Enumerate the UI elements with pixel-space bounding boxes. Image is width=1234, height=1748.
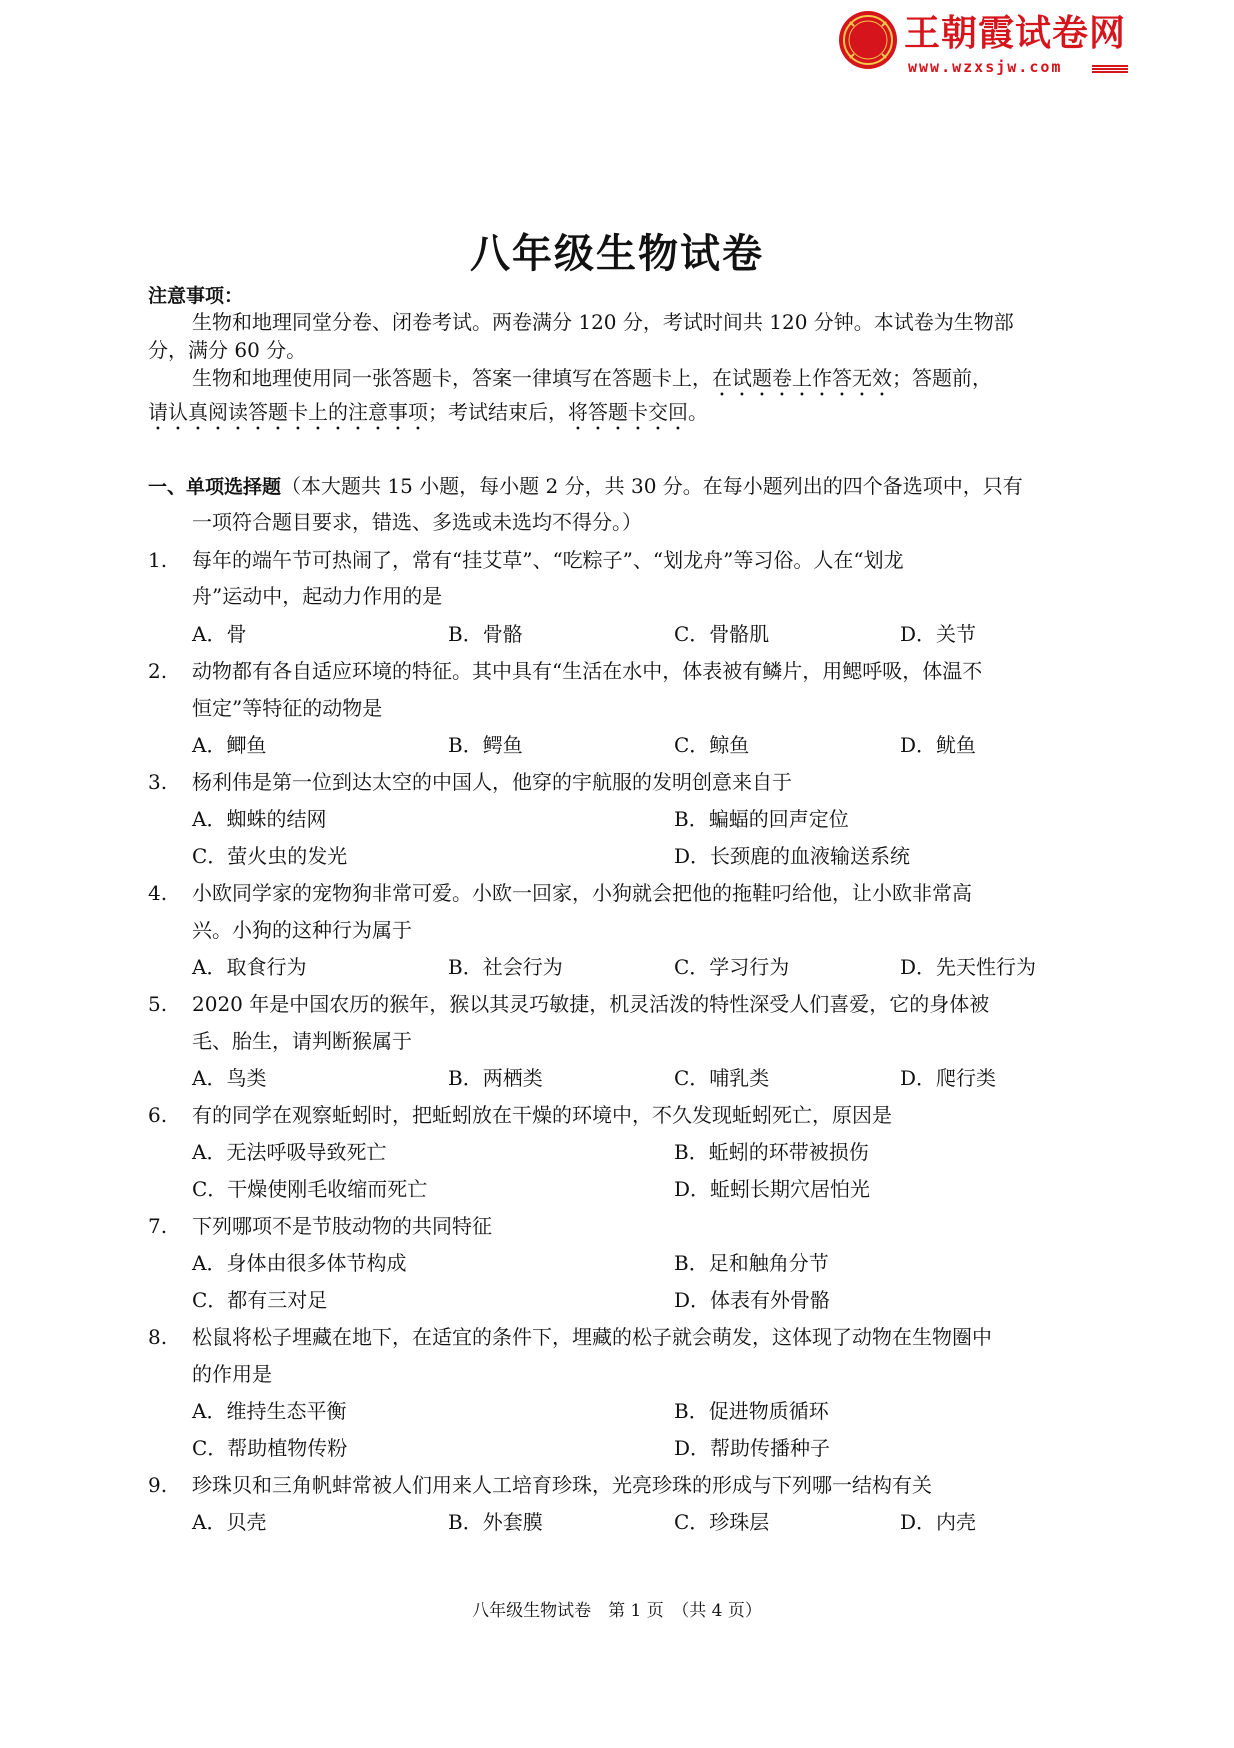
question-number: 7. bbox=[148, 1214, 168, 1238]
page-title: 八年级生物试卷 bbox=[470, 231, 764, 277]
option-c: C．帮助植物传粉 bbox=[192, 1436, 348, 1460]
option-c: C．骨骼肌 bbox=[674, 622, 770, 646]
section-heading bbox=[148, 472, 1023, 501]
option-b: B．社会行为 bbox=[448, 955, 563, 979]
option-d: D．先天性行为 bbox=[900, 955, 1037, 979]
option-c: C．珍珠层 bbox=[674, 1510, 770, 1534]
question-number: 8. bbox=[148, 1325, 168, 1349]
notice-p2-line1-a: 生物和地理使用同一张答题卡，答案一律填写在答题卡上， bbox=[192, 366, 712, 390]
section-desc-line1: （本大题共 15 小题，每小题 2 分，共 30 分。在每小题列出的四个备选项中，只有 bbox=[281, 474, 1023, 498]
question-number: 3. bbox=[148, 770, 168, 794]
option-c: C．都有三对足 bbox=[192, 1288, 328, 1312]
question-text: 杨利伟是第一位到达太空的中国人，他穿的宇航服的发明创意来自于 bbox=[192, 770, 792, 794]
notice-emphasis-1: 在试题卷上作答无效 bbox=[712, 366, 892, 390]
question-number: 1. bbox=[148, 548, 168, 572]
question-text: 的作用是 bbox=[192, 1362, 272, 1386]
notice-p2-line1 bbox=[192, 364, 992, 401]
option-c: C．萤火虫的发光 bbox=[192, 844, 348, 868]
option-b: B．两栖类 bbox=[448, 1066, 543, 1090]
question-text: 舟”运动中，起动力作用的是 bbox=[192, 584, 443, 608]
option-d: D．帮助传播种子 bbox=[674, 1436, 831, 1460]
site-logo bbox=[838, 10, 1158, 76]
option-d: D．内壳 bbox=[900, 1510, 977, 1534]
question-text: 小欧同学家的宠物狗非常可爱。小欧一回家，小狗就会把他的拖鞋叼给他，让小欧非常高 bbox=[192, 881, 972, 905]
option-b: B．鳄鱼 bbox=[448, 733, 523, 757]
option-d: D．体表有外骨骼 bbox=[674, 1288, 831, 1312]
question-text: 有的同学在观察蚯蚓时，把蚯蚓放在干燥的环境中，不久发现蚯蚓死亡，原因是 bbox=[192, 1103, 892, 1127]
question-text: 恒定”等特征的动物是 bbox=[192, 696, 383, 720]
option-a: A．鸟类 bbox=[192, 1066, 267, 1090]
option-b: B．蚯蚓的环带被损伤 bbox=[674, 1140, 869, 1164]
option-b: B．蝙蝠的回声定位 bbox=[674, 807, 849, 831]
brand-name: 王朝霞试卷网 bbox=[904, 13, 1127, 54]
option-b: B．骨骼 bbox=[448, 622, 523, 646]
notice-p1-line1: 生物和地理同堂分卷、闭卷考试。两卷满分 120 分，考试时间共 120 分钟。本试卷为生物部 bbox=[192, 310, 1014, 334]
option-c: C．鲸鱼 bbox=[674, 733, 750, 757]
question-text: 珍珠贝和三角帆蚌常被人们用来人工培育珍珠，光亮珍珠的形成与下列哪一结构有关 bbox=[192, 1473, 932, 1497]
option-d: D．长颈鹿的血液输送系统 bbox=[674, 844, 911, 868]
question-text: 下列哪项不是节肢动物的共同特征 bbox=[192, 1214, 492, 1238]
question-text: 每年的端午节可热闹了，常有“挂艾草”、“吃粽子”、“划龙舟”等习俗。人在“划龙 bbox=[192, 548, 904, 572]
notice-p2-line2-d: 。 bbox=[688, 400, 708, 424]
option-d: D．蚯蚓长期穴居怕光 bbox=[674, 1177, 871, 1201]
section-label: 一、单项选择题 bbox=[148, 476, 282, 498]
option-a: A．无法呼吸导致死亡 bbox=[192, 1140, 387, 1164]
notice-emphasis-3: 将答题卡交回 bbox=[568, 400, 688, 424]
brand-url: www.wzxsjw.com bbox=[908, 58, 1063, 76]
option-b: B．外套膜 bbox=[448, 1510, 543, 1534]
option-d: D．关节 bbox=[900, 622, 977, 646]
option-c: C．干燥使刚毛收缩而死亡 bbox=[192, 1177, 428, 1201]
option-a: A．骨 bbox=[192, 622, 247, 646]
question-number: 2. bbox=[148, 659, 168, 683]
option-a: A．蜘蛛的结网 bbox=[192, 807, 327, 831]
question-text: 兴。小狗的这种行为属于 bbox=[192, 918, 412, 942]
option-b: B．促进物质循环 bbox=[674, 1399, 829, 1423]
option-a: A．取食行为 bbox=[192, 955, 307, 979]
question-text: 毛、胎生，请判断猴属于 bbox=[192, 1029, 412, 1053]
question-number: 9. bbox=[148, 1473, 168, 1497]
seal-logo-icon bbox=[838, 10, 898, 70]
option-d: D．爬行类 bbox=[900, 1066, 997, 1090]
section-desc-line2: 一项符合题目要求，错选、多选或未选均不得分。） bbox=[192, 510, 642, 534]
notice-p2-line2-b: ；考试结束后， bbox=[428, 400, 568, 424]
notice-p1-line2: 分，满分 60 分。 bbox=[148, 338, 307, 362]
notice-emphasis-2: 请认真阅读答题卡上的注意事项 bbox=[148, 400, 428, 424]
question-text: 2020 年是中国农历的猴年，猴以其灵巧敏捷，机灵活泼的特性深受人们喜爱，它的身体被 bbox=[192, 992, 990, 1016]
option-c: C．哺乳类 bbox=[674, 1066, 770, 1090]
notice-p2-line1-c: ；答题前， bbox=[892, 366, 992, 390]
option-a: A．鲫鱼 bbox=[192, 733, 267, 757]
option-a: A．维持生态平衡 bbox=[192, 1399, 347, 1423]
page-footer: 八年级生物试卷 第 1 页 （共 4 页） bbox=[472, 1601, 762, 1621]
notice-heading: 注意事项： bbox=[148, 285, 244, 307]
option-c: C．学习行为 bbox=[674, 955, 790, 979]
question-text: 松鼠将松子埋藏在地下，在适宜的条件下，埋藏的松子就会萌发，这体现了动物在生物圈中 bbox=[192, 1325, 992, 1349]
question-number: 4. bbox=[148, 881, 168, 905]
option-a: A．贝壳 bbox=[192, 1510, 267, 1534]
option-b: B．足和触角分节 bbox=[674, 1251, 829, 1275]
question-text: 动物都有各自适应环境的特征。其中具有“生活在水中，体表被有鳞片，用鳃呼吸，体温不 bbox=[192, 659, 983, 683]
option-d: D．鱿鱼 bbox=[900, 733, 977, 757]
question-number: 6. bbox=[148, 1103, 168, 1127]
question-number: 5. bbox=[148, 992, 168, 1016]
decor-lines-icon bbox=[1092, 65, 1128, 73]
option-a: A．身体由很多体节构成 bbox=[192, 1251, 407, 1275]
notice-p2-line2 bbox=[148, 398, 708, 435]
